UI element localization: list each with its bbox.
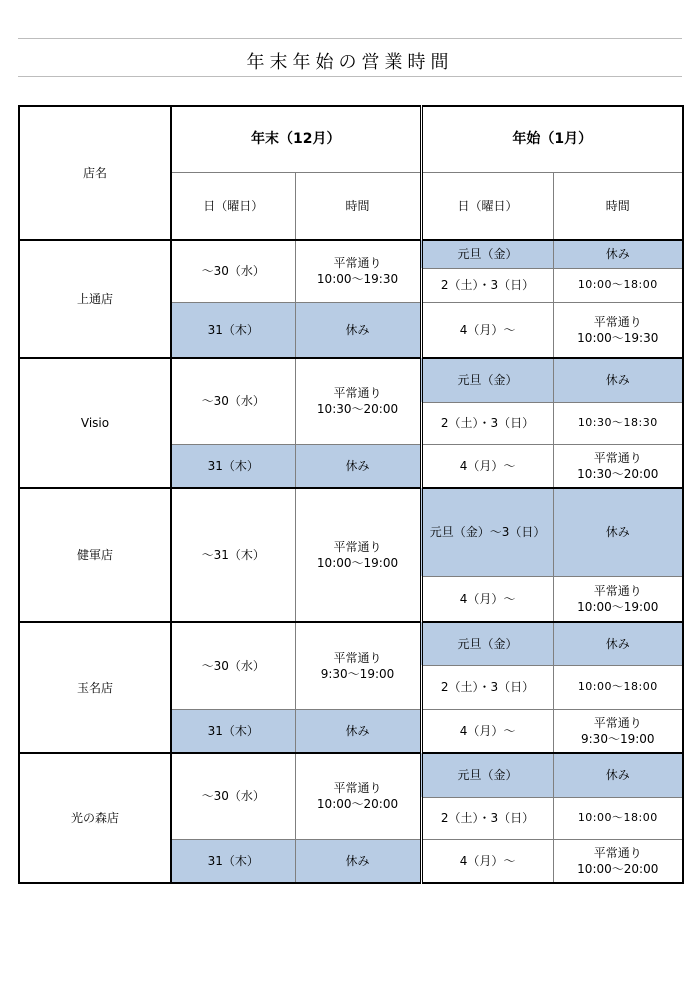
store-row xyxy=(19,622,683,665)
year-end-time xyxy=(295,709,421,753)
store-row xyxy=(19,240,683,268)
time-line-1: 休み xyxy=(345,322,370,337)
time-line-1: 10:30～18:30 xyxy=(577,416,658,429)
time-line-2: 10:00～19:30 xyxy=(316,272,399,287)
time-line-1: 平常通り xyxy=(333,256,382,271)
time-line-2: 10:00～19:00 xyxy=(316,556,399,570)
time-line-1: 休み xyxy=(345,723,370,738)
new-year-time xyxy=(553,576,683,622)
year-end-day: 31（木） xyxy=(171,444,295,488)
store-name: 上通店 xyxy=(19,240,171,358)
year-end-day: ～31（木） xyxy=(171,488,295,622)
new-year-time xyxy=(553,268,683,302)
time-line-1: 10:00～18:00 xyxy=(577,680,658,693)
time-line-1: 休み xyxy=(345,853,370,868)
time-line-2: 10:00～20:00 xyxy=(577,861,659,876)
new-year-day: 2（土）・3（日） xyxy=(421,268,553,302)
time-line-1: 平常通り xyxy=(593,450,642,465)
time-line-1: 10:00～18:00 xyxy=(577,811,658,824)
time-line-2: 10:30～20:00 xyxy=(577,466,659,481)
new-year-time xyxy=(553,488,683,576)
new-year-time xyxy=(553,622,683,665)
year-end-header: 年末（12月） xyxy=(171,106,421,172)
time-line-1: 平常通り xyxy=(333,781,382,796)
year-end-day: 31（木） xyxy=(171,839,295,883)
new-year-day: 4（月）～ xyxy=(421,576,553,622)
year-end-day: ～30（水） xyxy=(171,240,295,302)
year-end-day-header: 日（曜日） xyxy=(171,172,295,240)
new-year-time xyxy=(553,839,683,883)
new-year-time xyxy=(553,444,683,488)
time-line-1: 平常通り xyxy=(333,386,382,401)
new-year-day: 2（土）・3（日） xyxy=(421,665,553,709)
time-line-2: 10:30～20:00 xyxy=(316,402,399,417)
store-row xyxy=(19,488,683,576)
year-end-day: 31（木） xyxy=(171,302,295,358)
time-line-2: 10:00～19:30 xyxy=(577,330,659,345)
time-line-1: 平常通り xyxy=(333,540,382,554)
time-line-2: 9:30～19:00 xyxy=(320,666,395,681)
new-year-time xyxy=(553,240,683,268)
store-name: 光の森店 xyxy=(19,753,171,883)
new-year-day: 4（月）～ xyxy=(421,709,553,753)
new-year-time xyxy=(553,665,683,709)
new-year-day: 4（月）～ xyxy=(421,444,553,488)
store-name: Visio xyxy=(19,358,171,488)
time-line-1: 平常通り xyxy=(333,650,382,665)
new-year-time xyxy=(553,402,683,444)
time-line-2: 9:30～19:00 xyxy=(581,731,655,746)
year-end-time xyxy=(295,302,421,358)
new-year-time xyxy=(553,797,683,839)
header-row-1 xyxy=(19,106,683,172)
year-end-time-header: 時間 xyxy=(295,172,421,240)
year-end-time xyxy=(295,358,421,444)
time-line-1: 休み xyxy=(605,636,630,651)
new-year-time xyxy=(553,358,683,402)
year-end-time xyxy=(295,444,421,488)
time-line-1: 休み xyxy=(345,458,370,473)
new-year-day: 元旦（金） xyxy=(421,240,553,268)
time-line-1: 休み xyxy=(605,247,630,262)
new-year-time-header: 時間 xyxy=(553,172,683,240)
title-rule-top xyxy=(18,38,682,39)
year-end-day: 31（木） xyxy=(171,709,295,753)
time-line-1: 休み xyxy=(605,373,630,388)
new-year-header: 年始（1月） xyxy=(421,106,683,172)
store-name: 玉名店 xyxy=(19,622,171,753)
time-line-1: 平常通り xyxy=(593,715,642,730)
new-year-day: 2（土）・3（日） xyxy=(421,402,553,444)
new-year-time xyxy=(553,753,683,797)
hours-table xyxy=(18,105,684,884)
time-line-1: 休み xyxy=(605,525,630,540)
new-year-day: 元旦（金） xyxy=(421,753,553,797)
new-year-time xyxy=(553,302,683,358)
new-year-day: 元旦（金） xyxy=(421,358,553,402)
new-year-day: 元旦（金） xyxy=(421,622,553,665)
year-end-time xyxy=(295,240,421,302)
time-line-1: 平常通り xyxy=(593,845,642,860)
year-end-time xyxy=(295,488,421,622)
year-end-day: ～30（水） xyxy=(171,753,295,839)
new-year-day: 元旦（金）～3（日） xyxy=(421,488,553,576)
new-year-day: 2（土）・3（日） xyxy=(421,797,553,839)
time-line-1: 平常通り xyxy=(593,583,642,598)
page-title: 年末年始の営業時間 xyxy=(246,52,454,73)
time-line-1: 平常通り xyxy=(593,314,642,329)
new-year-time xyxy=(553,709,683,753)
year-end-time xyxy=(295,753,421,839)
new-year-day-header: 日（曜日） xyxy=(421,172,553,240)
new-year-day: 4（月）～ xyxy=(421,839,553,883)
title-rule-bottom xyxy=(18,76,682,77)
year-end-day: ～30（水） xyxy=(171,358,295,444)
time-line-1: 休み xyxy=(605,768,630,783)
store-row xyxy=(19,358,683,402)
year-end-time xyxy=(295,839,421,883)
year-end-day: ～30（水） xyxy=(171,622,295,709)
time-line-2: 10:00～20:00 xyxy=(316,797,399,812)
year-end-time xyxy=(295,622,421,709)
time-line-2: 10:00～19:00 xyxy=(577,599,659,614)
store-name: 健軍店 xyxy=(19,488,171,622)
new-year-day: 4（月）～ xyxy=(421,302,553,358)
store-name-header: 店名 xyxy=(19,106,171,240)
store-row xyxy=(19,753,683,797)
time-line-1: 10:00～18:00 xyxy=(577,278,658,291)
